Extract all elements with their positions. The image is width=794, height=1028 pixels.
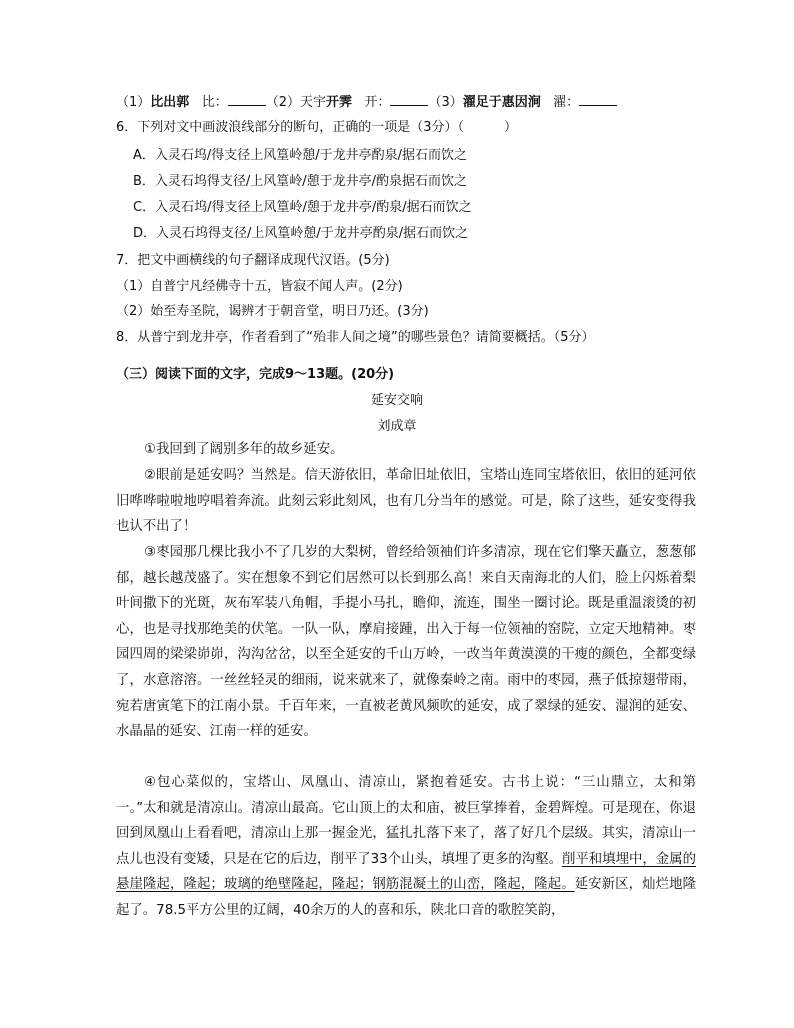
article-paragraph-1: ①我回到了阔别多年的故乡延安。 (144, 442, 344, 457)
q6-option-a: A．入灵石坞/得支径上风篁岭憩/于龙井亭酌泉/据石而饮之 (133, 148, 468, 163)
q5-item-3-phrase: 濯足于惠因涧 (462, 95, 541, 110)
q5-vocab-line (116, 94, 617, 112)
q6-stem (116, 119, 517, 137)
q5-item-2-phrase: 开霁 (326, 95, 353, 110)
q7-item-1: （1）自普宁凡经佛寺十五，皆寂不闻人声。(2分) (116, 279, 403, 294)
paragraph-4-text-end: 延安新区，灿烂地隆起了。78.5平方公里的辽阔，40余万的人的喜和乐，陕北口音的歌腔笑韵， (116, 877, 697, 918)
q6-option-b: B．入灵石坞得支径/上风篁岭/憩于龙井亭/酌泉据石而饮之 (133, 174, 468, 189)
article-author: 刘成章 (377, 419, 417, 434)
q6-stem-text: 6．下列对文中画波浪线部分的断句，正确的一项是（3分）（ (116, 120, 465, 135)
q5-item-2-label: 开： (364, 95, 391, 110)
q5-item-2-blank[interactable] (390, 94, 428, 106)
article-paragraph-2: ②眼前是延安吗？当然是。信天游依旧，革命旧址依旧，宝塔山连同宝塔依旧，依旧的延河依旧哗哗啦啦地哼唱着奔流。此刻云彩此刻风，也有几分当年的感觉。可是，除了这些，延安变得我也认不出了！ (116, 468, 696, 535)
q5-item-1-phrase: 比出郭 (150, 95, 190, 110)
q5-item-3-number: （3） (428, 95, 463, 110)
q6-option-d: D．入灵石坞得支径/上风篁岭憩/于龙井亭酌泉/据石而饮之 (133, 226, 469, 241)
q5-item-2-prefix: （2）天宇 (265, 95, 326, 110)
q7-stem: 7．把文中画横线的句子翻译成现代汉语。(5分) (116, 253, 390, 268)
article-paragraph-3: ③枣园那几棵比我小不了几岁的大梨树，曾经给领袖们许多清凉，现在它们擎天矗立，葱葱郁郁，越长越茂盛了。实在想象不到它们居然可以长到那么高！来自天南海北的人们，脸上闪烁着梨叶间撒下的光斑，灰布军装八角帽，手提小马扎，瞻仰，流连，围坐一圈讨论。既是重温滚烫的初心，也是寻找那绝美的伏笔。一队一队，摩肩接踵，出入于每一位领袖的窑院，立定天地精神。枣园四周的梁梁峁峁，沟沟岔岔，以至全延安的千山万岭，一改当年黄漠漠的干瘦的颜色，全都变绿了，水意溶溶。一丝丝轻灵的细雨，说来就来了，就像秦岭之南。雨中的枣园，燕子低掠翅带雨，宛若唐寅笔下的江南小景。千百年来，一直被老黄风频吹的延安，成了翠绿的延安、湿润的延安、水晶晶的延安、江南一样的延安。 (116, 545, 696, 740)
paragraph-4-underlined-sentence: 削平和填埋中，金属的悬崖隆起，隆起；玻璃的绝壁隆起，隆起；钢筋混凝土的山峦，隆起，隆起。 (116, 851, 696, 893)
q5-item-1-label: 比： (201, 95, 228, 110)
q5-item-1-number: （1） (116, 95, 151, 110)
q7-item-2: （2）始至寿圣院，谒辨才于朝音堂，明日乃还。(3分) (116, 304, 429, 319)
q6-option-c: C．入灵石坞/得支径上风篁岭/憩于龙井亭/酌泉/据石而饮之 (133, 200, 472, 215)
article-paragraph-4 (116, 770, 696, 924)
q5-item-3-label: 濯： (553, 95, 580, 110)
q6-stem-close: ） (504, 120, 518, 135)
q8-stem: 8．从普宁到龙井亭，作者看到了“殆非人间之境”的哪些景色？请简要概括。（5分） (116, 330, 595, 345)
q5-item-1-blank[interactable] (228, 94, 266, 106)
section-3-heading: （三）阅读下面的文字，完成9～13题。(20分) (116, 367, 395, 382)
q5-item-3-blank[interactable] (579, 94, 617, 106)
article-title: 延安交响 (370, 393, 423, 408)
paragraph-4-text: ④包心菜似的，宝塔山、凤凰山、清凉山，紧抱着延安。古书上说：“三山鼎立，太和第一。”太和就是清凉山。清凉山最高。它山顶上的太和庙，被巨掌捧着，金碧辉煌。可是现在，你退回到凤凰山上看看吧，清凉山上那一握金光，猛扎扎落下来了，落了好几个层级。其实，清凉山一点儿也没有变矮，只是在它的后边，削平了33个山头，填埋了更多的沟壑。 (116, 775, 696, 867)
